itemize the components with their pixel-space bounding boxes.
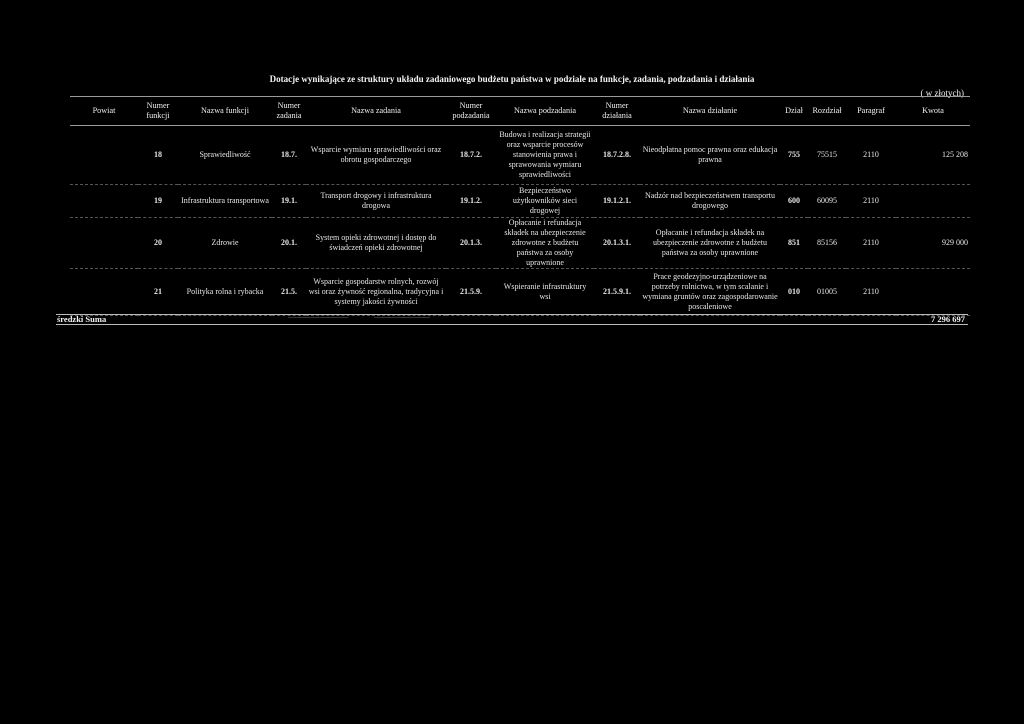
cell-nazwa-podzadania: Bezpieczeństwo użytkowników sieci drogowej — [496, 185, 594, 218]
cell-powiat — [70, 185, 138, 218]
cell-paragraf: 2110 — [846, 269, 896, 316]
cell-nr-dzialania: 20.1.3.1. — [594, 218, 640, 269]
divider — [374, 317, 430, 318]
summary-value: 7 296 697 — [931, 314, 965, 324]
cell-rozdzial: 01005 — [808, 269, 846, 316]
col-header-nr-zadania: Numer zadania — [272, 97, 306, 126]
cell-kwota: 125 208 — [896, 126, 970, 185]
cell-nazwa-zadania: Transport drogowy i infrastruktura drogowa — [306, 185, 446, 218]
cell-nazwa-podzadania: Budowa i realizacja strategii oraz wsparcie procesów stanowienia prawa i sprawowania wymiaru sprawiedliwości — [496, 126, 594, 185]
cell-nazwa-funkcji: Sprawiedliwość — [178, 126, 272, 185]
col-header-nr-dzialania: Numer działania — [594, 97, 640, 126]
cell-nazwa-zadania: Wsparcie gospodarstw rolnych, rozwój wsi oraz żywność regionalna, tradycyjna i systemy jakości żywności — [306, 269, 446, 316]
cell-nr-funkcji: 21 — [138, 269, 178, 316]
table-row — [70, 126, 970, 185]
col-header-nr-podzadania: Numer podzadania — [446, 97, 496, 126]
cell-paragraf: 2110 — [846, 185, 896, 218]
page-title: Dotacje wynikające ze struktury układu zadaniowego budżetu państwa w podziale na funkcje, zadania, podzadania i działania — [269, 74, 755, 84]
cell-nr-funkcji: 18 — [138, 126, 178, 185]
cell-nr-funkcji: 20 — [138, 218, 178, 269]
cell-dzial: 851 — [780, 218, 808, 269]
cell-nr-zadania: 21.5. — [272, 269, 306, 316]
divider — [288, 317, 348, 318]
cell-nazwa-podzadania: Wspieranie infrastruktury wsi — [496, 269, 594, 316]
cell-nazwa-dzialania: Opłacanie i refundacja składek na ubezpieczenie zdrowotne z budżetu państwa za osoby uprawnione — [640, 218, 780, 269]
cell-rozdzial: 60095 — [808, 185, 846, 218]
table-row — [70, 218, 970, 269]
cell-rozdzial: 85156 — [808, 218, 846, 269]
col-header-nazwa-funkcji: Nazwa funkcji — [178, 97, 272, 126]
col-header-nazwa-zadania: Nazwa zadania — [306, 97, 446, 126]
cell-nr-dzialania: 19.1.2.1. — [594, 185, 640, 218]
col-header-nr-funkcji: Numer funkcji — [138, 97, 178, 126]
cell-nr-dzialania: 21.5.9.1. — [594, 269, 640, 316]
cell-nr-zadania: 18.7. — [272, 126, 306, 185]
cell-kwota — [896, 269, 970, 316]
cell-nr-funkcji: 19 — [138, 185, 178, 218]
cell-dzial: 010 — [780, 269, 808, 316]
col-header-paragraf: Paragraf — [846, 97, 896, 126]
cell-nr-podzadania: 18.7.2. — [446, 126, 496, 185]
cell-nazwa-zadania: System opieki zdrowotnej i dostęp do świadczeń opieki zdrowotnej — [306, 218, 446, 269]
cell-paragraf: 2110 — [846, 126, 896, 185]
cell-nazwa-zadania: Wsparcie wymiaru sprawiedliwości oraz obrotu gospodarczego — [306, 126, 446, 185]
col-header-powiat: Powiat — [70, 97, 138, 126]
cell-nr-dzialania: 18.7.2.8. — [594, 126, 640, 185]
col-header-nazwa-podzadania: Nazwa podzadania — [496, 97, 594, 126]
col-header-rozdzial: Rozdział — [808, 97, 846, 126]
cell-nazwa-funkcji: Zdrowie — [178, 218, 272, 269]
cell-paragraf: 2110 — [846, 218, 896, 269]
summary-label: średzki Suma — [57, 314, 107, 324]
cell-dzial: 755 — [780, 126, 808, 185]
cell-powiat — [70, 218, 138, 269]
cell-nr-zadania: 19.1. — [272, 185, 306, 218]
cell-rozdzial: 75515 — [808, 126, 846, 185]
cell-nazwa-funkcji: Polityka rolna i rybacka — [178, 269, 272, 316]
subsidy-table — [70, 96, 970, 316]
col-header-dzial: Dział — [780, 97, 808, 126]
cell-nr-podzadania: 19.1.2. — [446, 185, 496, 218]
cell-kwota — [896, 185, 970, 218]
unit-note: ( w złotych) — [920, 88, 964, 98]
cell-nazwa-dzialania: Nadzór nad bezpieczeństwem transportu drogowego — [640, 185, 780, 218]
cell-nr-podzadania: 21.5.9. — [446, 269, 496, 316]
cell-powiat — [70, 126, 138, 185]
cell-nazwa-dzialania: Nieodpłatna pomoc prawna oraz edukacja prawna — [640, 126, 780, 185]
cell-nazwa-dzialania: Prace geodezyjno-urządzeniowe na potrzeby rolnictwa, w tym scalanie i wymiana gruntów oraz zagospodarowanie poscaleniowe — [640, 269, 780, 316]
cell-dzial: 600 — [780, 185, 808, 218]
cell-powiat — [70, 269, 138, 316]
cell-nr-zadania: 20.1. — [272, 218, 306, 269]
cell-nazwa-funkcji: Infrastruktura transportowa — [178, 185, 272, 218]
table-row — [70, 269, 970, 316]
table-row — [70, 185, 970, 218]
cell-kwota: 929 000 — [896, 218, 970, 269]
cell-nr-podzadania: 20.1.3. — [446, 218, 496, 269]
summary-row — [56, 314, 968, 325]
col-header-nazwa-dzialania: Nazwa działanie — [640, 97, 780, 126]
header-row — [70, 97, 970, 126]
cell-nazwa-podzadania: Opłacanie i refundacja składek na ubezpieczenie zdrowotne z budżetu państwa za osoby uprawnione — [496, 218, 594, 269]
col-header-kwota: Kwota — [896, 97, 970, 126]
